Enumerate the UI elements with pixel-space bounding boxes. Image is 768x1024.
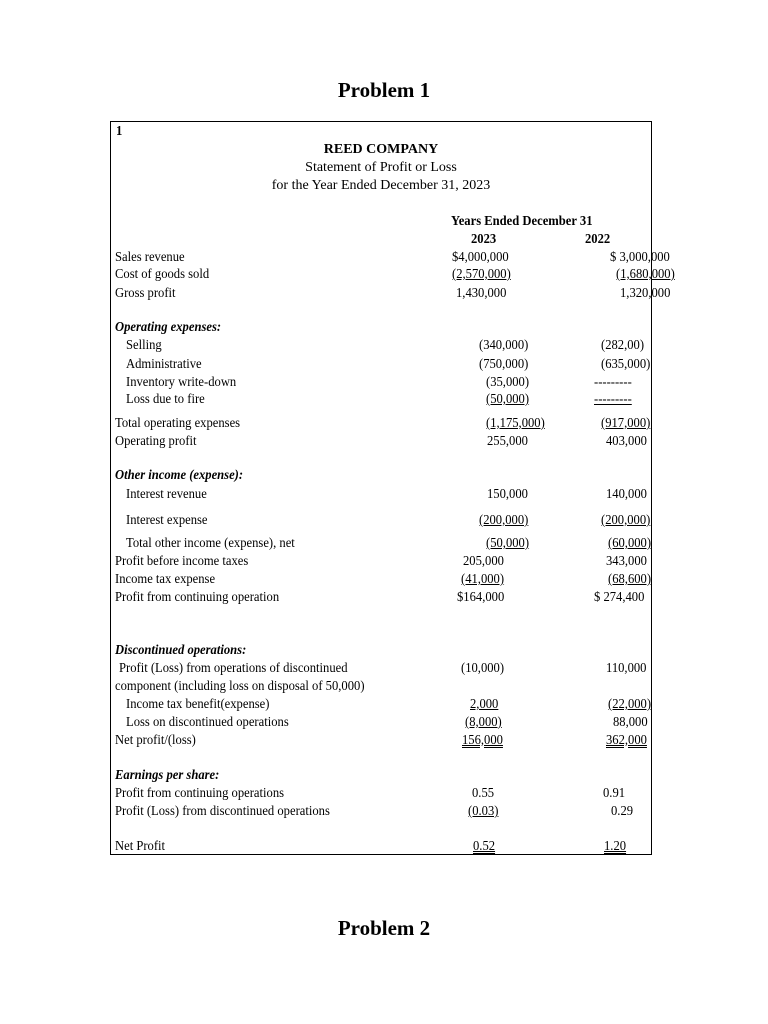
row-label-total-opex: Total operating expenses xyxy=(115,416,241,431)
value-2023-loss-disc: (8,000) xyxy=(465,715,502,730)
value-2022-interest-revenue: 140,000 xyxy=(606,487,647,502)
box-number: 1 xyxy=(116,124,123,139)
row-label-continuing: Profit from continuing operation xyxy=(115,590,280,605)
value-2023-disc-ops: (10,000) xyxy=(461,661,505,676)
value-2022-cogs: (1,680,000) xyxy=(616,267,675,282)
value-2022-disc-ops: 110,000 xyxy=(606,661,647,676)
statement-title: Statement of Profit or Loss xyxy=(305,160,457,175)
value-2023-interest-revenue: 150,000 xyxy=(487,487,528,502)
value-2022-eps-disc: 0.29 xyxy=(611,804,634,819)
row-label-disc-ops: Profit (Loss) from operations of discontinued xyxy=(119,661,348,676)
row-label-tax: Income tax expense xyxy=(115,572,216,587)
value-2023-eps-cont: 0.55 xyxy=(472,786,495,801)
value-2023-inventory: (35,000) xyxy=(486,375,530,390)
value-2023-eps-disc: (0.03) xyxy=(468,804,499,819)
value-2023-op-profit: 255,000 xyxy=(487,434,528,449)
value-2023-admin: (750,000) xyxy=(479,357,529,372)
value-2022-fire: --------- xyxy=(594,392,632,407)
value-2023-cogs: (2,570,000) xyxy=(452,267,511,282)
row-label-gross: Gross profit xyxy=(115,286,176,301)
row-label-pbt: Profit before income taxes xyxy=(115,554,249,569)
value-2023-fire: (50,000) xyxy=(486,392,530,407)
row-label-tax-benefit: Income tax benefit(expense) xyxy=(126,697,270,712)
value-2022-net: 362,000 xyxy=(606,733,647,748)
row-label-selling: Selling xyxy=(126,338,162,353)
value-2022-selling: (282,00) xyxy=(601,338,645,353)
value-2022-eps-net: 1.20 xyxy=(604,839,627,854)
value-2022-tax-benefit: (22,000) xyxy=(608,697,652,712)
company-name: REED COMPANY xyxy=(323,142,439,157)
value-2022-eps-cont: 0.91 xyxy=(603,786,626,801)
row-label-fire: Loss due to fire xyxy=(126,392,205,407)
row-label-interest-revenue: Interest revenue xyxy=(126,487,207,502)
value-2023-total-other: (50,000) xyxy=(486,536,530,551)
row-label-op-profit: Operating profit xyxy=(115,434,197,449)
value-2023-tax: (41,000) xyxy=(461,572,505,587)
value-2022-total-other: (60,000) xyxy=(608,536,652,551)
value-2023-total-opex: (1,175,000) xyxy=(486,416,545,431)
value-2022-admin: (635,000) xyxy=(601,357,651,372)
column-group-header: Years Ended December 31 xyxy=(451,214,593,229)
value-2023-tax-benefit: 2,000 xyxy=(470,697,499,712)
section-operating-expenses: Operating expenses: xyxy=(115,320,222,335)
value-2023-continuing: $164,000 xyxy=(457,590,505,605)
statement-period: for the Year Ended December 31, 2023 xyxy=(271,178,491,193)
value-2022-tax: (68,600) xyxy=(608,572,652,587)
value-2023-sales: $4,000,000 xyxy=(452,250,509,265)
value-2023-eps-net: 0.52 xyxy=(473,839,496,854)
value-2022-loss-disc: 88,000 xyxy=(613,715,648,730)
problem-2-heading: Problem 2 xyxy=(337,916,431,940)
row-label-eps-net: Net Profit xyxy=(115,839,166,854)
value-2022-sales: $ 3,000,000 xyxy=(610,250,670,265)
value-2023-selling: (340,000) xyxy=(479,338,529,353)
row-label-loss-disc: Loss on discontinued operations xyxy=(126,715,289,730)
row-label-eps-cont: Profit from continuing operations xyxy=(115,786,285,801)
value-2023-gross: 1,430,000 xyxy=(456,286,507,301)
problem-1-heading: Problem 1 xyxy=(337,78,431,102)
value-2022-op-profit: 403,000 xyxy=(606,434,647,449)
row-label-inventory: Inventory write-down xyxy=(126,375,237,390)
value-2022-continuing: $ 274,400 xyxy=(594,590,645,605)
row-label-net: Net profit/(loss) xyxy=(115,733,196,748)
value-2022-gross: 1,320,000 xyxy=(620,286,671,301)
row-label-interest-expense: Interest expense xyxy=(126,513,208,528)
row-label-sales: Sales revenue xyxy=(115,250,185,265)
section-eps: Earnings per share: xyxy=(115,768,220,783)
section-discontinued: Discontinued operations: xyxy=(115,643,247,658)
value-2023-pbt: 205,000 xyxy=(463,554,504,569)
value-2022-pbt: 343,000 xyxy=(606,554,647,569)
value-2023-interest-expense: (200,000) xyxy=(479,513,529,528)
column-header-2023: 2023 xyxy=(471,232,497,247)
row-label-disc-ops-line2: component (including loss on disposal of 50,000) xyxy=(115,679,365,694)
row-label-admin: Administrative xyxy=(126,357,202,372)
value-2022-total-opex: (917,000) xyxy=(601,416,651,431)
row-label-cogs: Cost of goods sold xyxy=(115,267,210,282)
value-2023-net: 156,000 xyxy=(462,733,503,748)
column-header-2022: 2022 xyxy=(585,232,611,247)
section-other-income: Other income (expense): xyxy=(115,468,244,483)
row-label-total-other: Total other income (expense), net xyxy=(126,536,295,551)
value-2022-interest-expense: (200,000) xyxy=(601,513,651,528)
row-label-eps-disc: Profit (Loss) from discontinued operations xyxy=(115,804,330,819)
value-2022-inventory: --------- xyxy=(594,375,632,390)
